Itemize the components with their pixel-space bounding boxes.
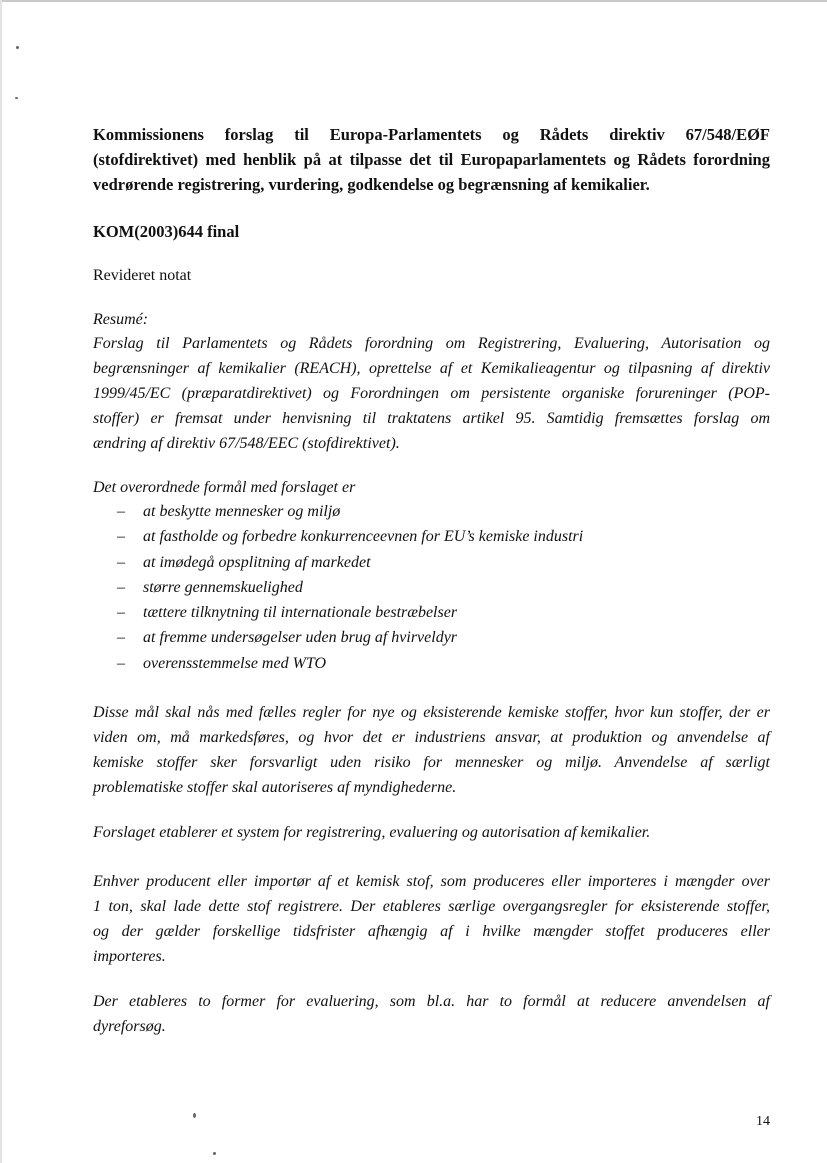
title-line: vedrørende registrering, vurdering, godkendelse og begrænsning af kemikalier. — [93, 175, 650, 194]
goals-line: problematiske stoffer skal autoriseres af myndighederne. — [93, 779, 457, 796]
scan-speck — [16, 46, 19, 49]
resume-label: Resumé: — [93, 311, 149, 328]
note-label: Revideret notat — [93, 267, 192, 284]
evaluation-line: dyreforsøg. — [93, 1018, 166, 1035]
list-item: – at beskytte mennesker og miljø — [117, 499, 583, 524]
resume-paragraph — [93, 331, 770, 456]
page-number: 14 — [756, 1114, 770, 1129]
goals-paragraph — [93, 700, 770, 800]
document-reference: KOM(2003)644 final — [93, 222, 240, 241]
list-item: – tættere tilknytning til internationale bestræbelser — [117, 600, 583, 625]
scan-speck — [15, 97, 18, 99]
registration-paragraph — [93, 869, 770, 969]
resume-line: 1999/45/EC (præparatdirektivet) og Forordningen om persistente organiske forureninger (POP- — [93, 385, 770, 402]
document-title — [93, 122, 770, 197]
system-paragraph: Forslaget etablerer et system for registrering, evaluering og autorisation af kemikalier. — [93, 824, 651, 841]
goals-line: viden om, må markedsføres, og hvor det er industriens ansvar, at produktion og anvendelse af — [93, 729, 770, 746]
dash-bullet: – — [117, 629, 125, 647]
scan-speck — [213, 1152, 216, 1155]
registration-line: 1 ton, skal lade dette stof registrere. Der etableres særlige overgangsregler for eksisterende stoffer, — [93, 898, 770, 915]
list-item: – overensstemmelse med WTO — [117, 651, 583, 676]
resume-line: Forslag til Parlamentets og Rådets forordning om Registrering, Evaluering, Autorisation og — [93, 335, 770, 352]
dash-bullet: – — [117, 654, 125, 672]
registration-line: importeres. — [93, 948, 166, 965]
objectives-intro: Det overordnede formål med forslaget er — [93, 479, 356, 496]
dash-bullet: – — [117, 503, 125, 520]
resume-line: stoffer) er fremsat under henvisning til traktatens artikel 95. Samtidig fremsættes forslag om — [93, 410, 770, 427]
resume-line: begrænsninger af kemikalier (REACH), oprettelse af et Kemikalieagentur og tilpasning af direktiv — [93, 360, 770, 377]
resume-line: ændring af direktiv 67/548/EEC (stofdirektivet). — [93, 435, 400, 452]
scan-edge-top — [0, 0, 827, 2]
dash-bullet: – — [117, 604, 125, 622]
list-item: – at fremme undersøgelser uden brug af hvirveldyr — [117, 625, 583, 650]
goals-line: kemiske stoffer sker forsvarligt uden risiko for mennesker og miljø. Anvendelse af særligt — [93, 754, 770, 771]
list-item: – større gennemskuelighed — [117, 575, 583, 600]
objectives-list — [117, 499, 583, 676]
title-line: (stofdirektivet) med henblik på at tilpasse det til Europaparlamentets og Rådets forordning — [93, 150, 770, 169]
scan-speck — [193, 1113, 196, 1118]
list-item: – at fastholde og forbedre konkurrenceevnen for EU’s kemiske industri — [117, 524, 583, 549]
dash-bullet: – — [117, 578, 125, 596]
scan-edge-left — [0, 0, 2, 1163]
title-line: Kommissionens forslag til Europa-Parlamentets og Rådets direktiv 67/548/EØF — [93, 125, 770, 144]
registration-line: Enhver producent eller importør af et kemisk stof, som produceres eller importeres i mængder over — [93, 873, 770, 890]
dash-bullet: – — [117, 553, 125, 571]
dash-bullet: – — [117, 528, 125, 546]
evaluation-paragraph — [93, 989, 770, 1039]
evaluation-line: Der etableres to former for evaluering, som bl.a. har to formål at reducere anvendelsen af — [93, 993, 770, 1010]
goals-line: Disse mål skal nås med fælles regler for nye og eksisterende kemiske stoffer, hvor kun stoffer, der er — [93, 704, 770, 721]
registration-line: og der gælder forskellige tidsfrister afhængig af i hvilke mængder stoffet produceres eller — [93, 923, 770, 940]
list-item: – at imødegå opsplitning af markedet — [117, 550, 583, 575]
